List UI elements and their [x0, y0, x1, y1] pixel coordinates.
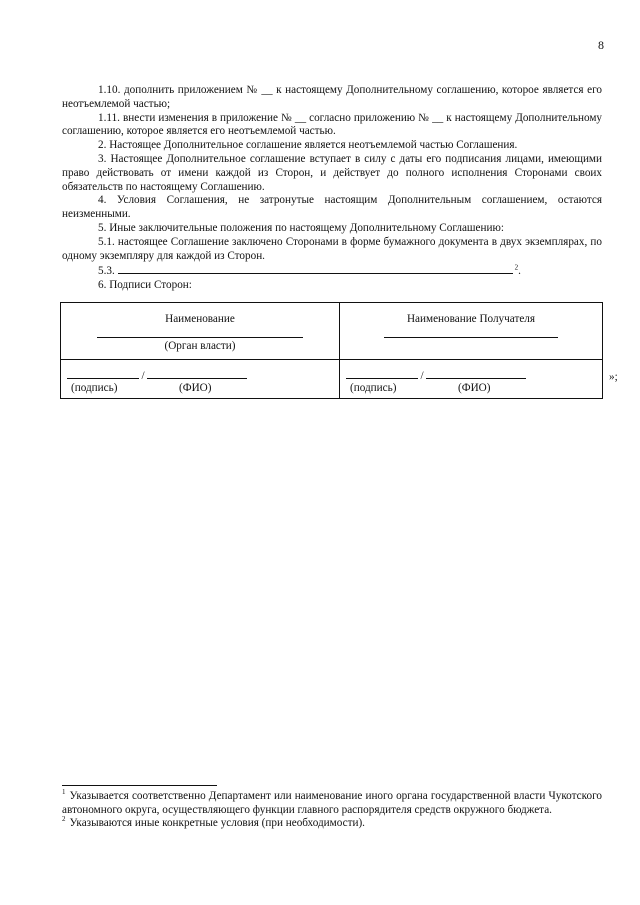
paragraph-6: 6. Подписи Сторон:	[98, 279, 192, 292]
right-signature-label: (подпись)	[350, 382, 397, 394]
paragraph-1-10: 1.10. дополнить приложением № __ к настоящему Дополнительному соглашению, которое является его неотъемлемой частью;	[62, 84, 602, 110]
document-body	[62, 84, 602, 293]
left-signature-labels	[71, 382, 211, 394]
right-fio-label: (ФИО)	[458, 382, 491, 394]
page-number: 8	[598, 38, 604, 52]
footnotes	[62, 790, 602, 831]
left-signature-label: (подпись)	[71, 382, 118, 394]
closing-quote: »;	[609, 371, 618, 383]
left-signature-line	[67, 368, 139, 379]
footnote-2-text: Указываются иные конкретные условия (при необходимости).	[69, 817, 365, 830]
footnote-2-mark: 2	[62, 815, 66, 824]
left-fio-line	[147, 368, 247, 379]
paragraph-5-3	[62, 263, 602, 279]
paragraph-5: 5. Иные заключительные положения по настоящему Дополнительному Соглашению:	[98, 221, 504, 234]
left-signature-lines	[67, 368, 247, 382]
left-party-subheading: (Орган власти)	[164, 340, 236, 352]
right-signature-lines	[346, 368, 526, 382]
footnote-1-text: Указывается соответственно Департамент или наименование иного органа государственной власти Чукотского автономного округа, осуществляющего функции главного распорядителя средств окружного бюджета.	[62, 790, 602, 816]
right-signature-labels	[350, 382, 490, 394]
left-fio-label: (ФИО)	[179, 382, 212, 394]
right-signature-cell	[340, 360, 603, 399]
right-signature-line	[346, 368, 418, 379]
left-party-underline	[97, 337, 303, 338]
paragraph-1-11: 1.11. внести изменения в приложение № __ согласно приложению № __ к настоящему Дополнительному соглашению, которое является его неотъемлемой частью.	[62, 111, 602, 138]
paragraph-2: 2. Настоящее Дополнительное соглашение является неотъемлемой частью Соглашения.	[98, 139, 518, 152]
right-fio-line	[426, 368, 526, 379]
footnote-2	[62, 817, 602, 831]
footnote-ref-2: 2	[514, 263, 519, 272]
footnote-separator	[62, 785, 217, 786]
left-signature-cell	[61, 360, 340, 399]
right-party-heading: Наименование Получателя	[406, 313, 536, 325]
footnote-1	[62, 790, 602, 817]
signatures-table	[60, 302, 603, 399]
left-party-heading: Наименование	[165, 313, 235, 325]
left-slash: /	[141, 370, 145, 382]
paragraph-3: 3. Настоящее Дополнительное соглашение вступает в силу с даты его подписания лицами, имеющими право действовать от имени каждой из Сторон, и действует до полного исполнения Сторонами своих обязательств по настоящему Соглашению.	[62, 152, 602, 193]
right-party-cell	[340, 303, 603, 360]
right-slash: /	[420, 370, 424, 382]
footnote-1-mark: 1	[62, 788, 66, 797]
paragraph-5-1: 5.1. настоящее Соглашение заключено Сторонами в форме бумажного документа в двух экземплярах, по одному экземпляру для каждой из Сторон.	[62, 235, 602, 262]
paragraph-4: 4. Условия Соглашения, не затронутые настоящим Дополнительным соглашением, остаются неизменными.	[62, 194, 602, 221]
paragraph-5-3-end: .	[518, 265, 521, 278]
right-party-underline	[384, 337, 558, 338]
left-party-cell	[61, 303, 340, 360]
blank-line	[118, 263, 513, 274]
paragraph-5-3-number: 5.3.	[98, 265, 115, 278]
